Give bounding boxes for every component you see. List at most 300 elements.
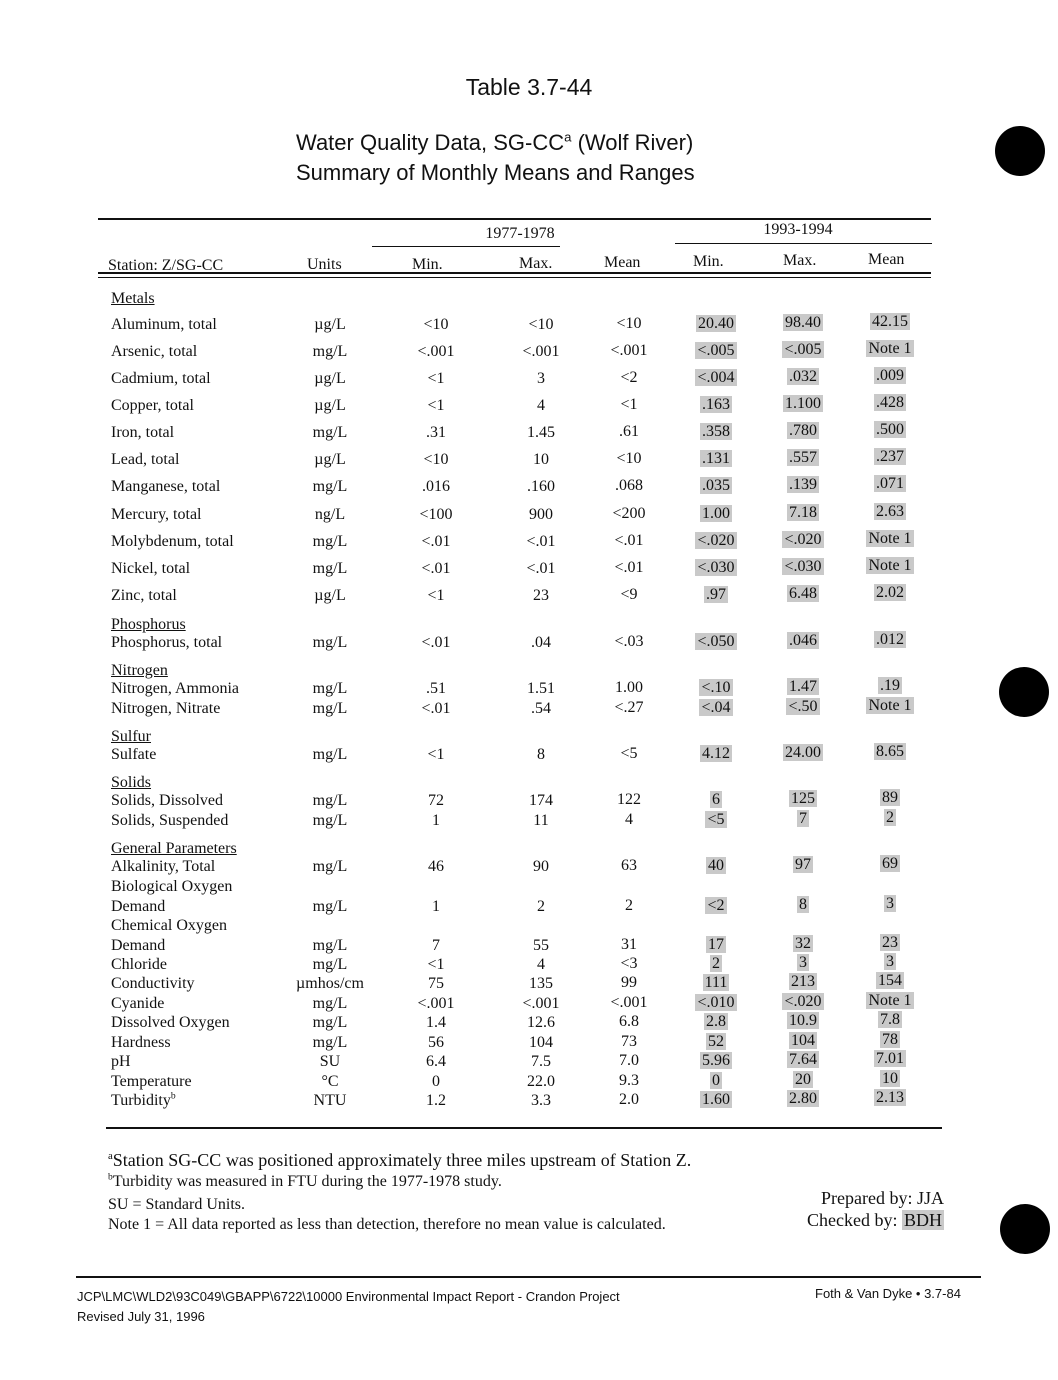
cell-value: 10 bbox=[533, 450, 549, 468]
cell-1977-1978 bbox=[579, 791, 679, 809]
row-units: mg/L bbox=[312, 560, 348, 577]
cell-1977-1978 bbox=[491, 533, 591, 551]
cell-1993-1994 bbox=[753, 698, 853, 716]
cell-value: <.01 bbox=[421, 533, 451, 550]
row-label-text: Lead, total bbox=[111, 451, 180, 468]
cell-1977-1978 bbox=[386, 560, 486, 578]
cell-value: 2.80 bbox=[789, 1089, 817, 1107]
cell-1977-1978 bbox=[491, 1053, 591, 1071]
cell-1977-1978 bbox=[491, 792, 591, 810]
cell-value: .071 bbox=[876, 475, 904, 493]
section-heading: Phosphorus bbox=[111, 616, 186, 633]
cell-value: <5 bbox=[620, 745, 638, 762]
cell-value: .557 bbox=[789, 448, 817, 466]
row-units: µg/L bbox=[314, 370, 346, 387]
cell-1993-1994 bbox=[840, 697, 940, 715]
cell-value: 3.3 bbox=[531, 1091, 551, 1109]
row-units: mg/L bbox=[312, 424, 348, 441]
cell-1993-1994 bbox=[753, 341, 853, 359]
cell-1977-1978 bbox=[579, 423, 679, 441]
table-row bbox=[0, 743, 1058, 766]
cell-1977-1978 bbox=[579, 586, 679, 604]
cell-value: <1 bbox=[427, 956, 445, 973]
cell-value: 6.48 bbox=[789, 584, 817, 602]
cell-value: .032 bbox=[789, 367, 817, 385]
cell-value: .780 bbox=[789, 421, 817, 439]
checked-by: Checked by: BDH bbox=[807, 1210, 942, 1230]
cell-1993-1994 bbox=[753, 896, 853, 914]
cell-1993-1994 bbox=[753, 1032, 853, 1050]
table-row bbox=[0, 313, 1058, 336]
cell-1993-1994 bbox=[666, 857, 766, 875]
cell-1993-1994 bbox=[666, 994, 766, 1012]
station-header: Station: Z/SG-CC bbox=[108, 257, 224, 274]
cell-value: .500 bbox=[876, 421, 904, 439]
row-label-text: Turbidity bbox=[111, 1092, 171, 1109]
cell-1993-1994 bbox=[753, 744, 853, 762]
cell-1977-1978 bbox=[491, 560, 591, 578]
cell-1977-1978 bbox=[386, 746, 486, 764]
cell-1977-1978 bbox=[491, 634, 591, 652]
cell-value: 20 bbox=[795, 1070, 811, 1088]
row-label bbox=[111, 700, 220, 718]
cell-value: 0 bbox=[712, 1071, 720, 1089]
cell-value: 1.00 bbox=[702, 504, 730, 522]
section-heading: Solids bbox=[111, 774, 152, 791]
cell-1993-1994 bbox=[753, 395, 853, 413]
cell-1977-1978 bbox=[386, 898, 486, 916]
period-2-label: 1993-1994 bbox=[763, 221, 833, 238]
cell-value: .016 bbox=[422, 478, 450, 495]
table-row bbox=[0, 809, 1058, 832]
cell-value: 31 bbox=[621, 936, 637, 953]
cell-1993-1994 bbox=[753, 531, 853, 549]
cell-value: .160 bbox=[527, 477, 555, 495]
row-label-text: Dissolved Oxygen bbox=[111, 1014, 230, 1031]
cell-1993-1994 bbox=[840, 1011, 940, 1029]
table-row bbox=[0, 895, 1058, 918]
row-units: mg/L bbox=[312, 1014, 348, 1031]
cell-1977-1978 bbox=[579, 1052, 679, 1070]
table-heading bbox=[296, 128, 695, 188]
cell-value: 2.0 bbox=[619, 1091, 639, 1108]
cell-1993-1994 bbox=[840, 1031, 940, 1049]
row-label-text: Aluminum, total bbox=[111, 316, 217, 333]
row-label bbox=[111, 1034, 171, 1052]
table-row bbox=[0, 340, 1058, 363]
col-header-max-2: Max. bbox=[783, 252, 817, 269]
cell-1993-1994 bbox=[666, 559, 766, 577]
cell-1977-1978 bbox=[386, 343, 486, 361]
cell-1993-1994 bbox=[753, 504, 853, 522]
cell-value: 3 bbox=[886, 895, 894, 913]
row-units: mg/L bbox=[312, 812, 348, 829]
row-label-text: Hardness bbox=[111, 1034, 171, 1051]
prepared-by: Prepared by: JJA bbox=[821, 1188, 944, 1208]
cell-1993-1994 bbox=[666, 974, 766, 992]
row-label bbox=[111, 956, 167, 974]
cell-value: <10 bbox=[423, 451, 449, 468]
units-header: Units bbox=[307, 256, 342, 273]
row-units: mg/L bbox=[312, 700, 348, 717]
table-top-rule bbox=[98, 218, 931, 220]
cell-1993-1994 bbox=[840, 584, 940, 602]
cell-1993-1994 bbox=[753, 368, 853, 386]
cell-1993-1994 bbox=[753, 993, 853, 1011]
row-label bbox=[111, 1014, 230, 1032]
cell-1993-1994 bbox=[840, 934, 940, 952]
section-heading: Nitrogen bbox=[111, 662, 168, 679]
col-header-min-2: Min. bbox=[693, 253, 724, 270]
cell-value: <.020 bbox=[784, 530, 822, 548]
cell-1993-1994 bbox=[840, 1050, 940, 1068]
cell-value: 10 bbox=[882, 1070, 898, 1088]
row-units: mg/L bbox=[312, 680, 348, 697]
table-row bbox=[0, 530, 1058, 553]
cell-1977-1978 bbox=[386, 1092, 486, 1110]
cell-value: 154 bbox=[878, 972, 902, 990]
cell-1977-1978 bbox=[491, 700, 591, 718]
cell-value: .009 bbox=[876, 367, 904, 385]
footnote-b: $^b$Turbidity was measured in FTU during the 1977-1978 study. bbox=[108, 1171, 502, 1190]
cell-value: .012 bbox=[876, 631, 904, 649]
cell-value: 99 bbox=[621, 974, 637, 991]
cell-value: <.10 bbox=[701, 678, 731, 696]
row-label-text: Nitrogen, Ammonia bbox=[111, 680, 239, 697]
cell-1993-1994 bbox=[666, 679, 766, 697]
cell-1993-1994 bbox=[753, 476, 853, 494]
cell-value: 7.5 bbox=[531, 1052, 551, 1070]
cell-value: .237 bbox=[876, 448, 904, 466]
section-heading: Metals bbox=[111, 290, 155, 307]
cell-1977-1978 bbox=[491, 975, 591, 993]
row-units: °C bbox=[321, 1073, 339, 1090]
cell-value: .163 bbox=[702, 395, 730, 413]
cell-value: 2.13 bbox=[876, 1089, 904, 1107]
table-row bbox=[0, 1089, 1058, 1112]
cell-1993-1994 bbox=[840, 992, 940, 1010]
cell-1993-1994 bbox=[666, 505, 766, 523]
cell-value: 8 bbox=[799, 895, 807, 913]
cell-value: <1 bbox=[427, 746, 445, 763]
cell-1977-1978 bbox=[491, 812, 591, 830]
cell-1977-1978 bbox=[579, 897, 679, 915]
footnote-note-1: Note 1 = All data reported as less than detection, therefore no mean value is calculated. bbox=[108, 1216, 666, 1233]
cell-1977-1978 bbox=[579, 974, 679, 992]
cell-1977-1978 bbox=[579, 450, 679, 468]
section-heading: Sulfur bbox=[111, 728, 151, 745]
row-units: SU bbox=[319, 1053, 341, 1070]
cell-1993-1994 bbox=[666, 699, 766, 717]
cell-value: .04 bbox=[531, 633, 551, 651]
cell-value: 7 bbox=[432, 937, 440, 954]
row-label-text: pH bbox=[111, 1053, 131, 1070]
cell-1977-1978 bbox=[579, 857, 679, 875]
row-label bbox=[111, 995, 164, 1013]
row-label-text: Manganese, total bbox=[111, 478, 221, 495]
cell-1977-1978 bbox=[491, 478, 591, 496]
cell-1977-1978 bbox=[579, 633, 679, 651]
row-label bbox=[111, 533, 234, 551]
cell-1977-1978 bbox=[386, 812, 486, 830]
row-units: mg/L bbox=[312, 995, 348, 1012]
cell-1993-1994 bbox=[753, 935, 853, 953]
cell-value: <.001 bbox=[417, 343, 455, 360]
cell-1993-1994 bbox=[840, 313, 940, 331]
row-label bbox=[111, 370, 211, 388]
cell-value: 23 bbox=[882, 934, 898, 952]
row-label-text: Biological Oxygen bbox=[111, 878, 233, 895]
cell-value: Note 1 bbox=[868, 557, 912, 575]
row-label bbox=[111, 316, 217, 334]
cell-1977-1978 bbox=[491, 1034, 591, 1052]
cell-value: 1.2 bbox=[426, 1092, 446, 1109]
row-label bbox=[111, 858, 215, 876]
cell-value: 7.18 bbox=[789, 503, 817, 521]
cell-value: 2.8 bbox=[706, 1012, 726, 1030]
cell-value: 3 bbox=[799, 953, 807, 971]
period-1-rule bbox=[372, 246, 560, 247]
row-units: µg/L bbox=[314, 451, 346, 468]
cell-value: 69 bbox=[882, 855, 898, 873]
cell-value: 7.8 bbox=[880, 1011, 900, 1029]
cell-1993-1994 bbox=[840, 367, 940, 385]
cell-1993-1994 bbox=[753, 449, 853, 467]
row-label-text: Arsenic, total bbox=[111, 343, 198, 360]
cell-1977-1978 bbox=[579, 994, 679, 1012]
cell-value: Note 1 bbox=[868, 530, 912, 548]
cell-value: 1.45 bbox=[527, 423, 555, 441]
cell-1993-1994 bbox=[840, 1070, 940, 1088]
row-label-text: Phosphorus, total bbox=[111, 634, 223, 651]
cell-value: <.030 bbox=[784, 557, 822, 575]
cell-value: 10.9 bbox=[789, 1011, 817, 1029]
cell-1977-1978 bbox=[386, 937, 486, 955]
footer-revised: Revised July 31, 1996 bbox=[77, 1309, 205, 1324]
cell-value: 6.8 bbox=[619, 1013, 639, 1030]
cell-value: <.001 bbox=[417, 995, 455, 1012]
row-label-text: Zinc, total bbox=[111, 587, 177, 604]
cell-value: 125 bbox=[791, 789, 815, 807]
period-1-label: 1977-1978 bbox=[485, 225, 555, 242]
table-row bbox=[0, 631, 1058, 654]
cell-value: <.001 bbox=[522, 342, 560, 360]
row-label-text: Chloride bbox=[111, 956, 167, 973]
cell-value: 174 bbox=[529, 791, 553, 809]
row-label bbox=[111, 424, 174, 442]
cell-1977-1978 bbox=[491, 506, 591, 524]
cell-1977-1978 bbox=[491, 898, 591, 916]
cell-1977-1978 bbox=[386, 700, 486, 718]
cell-1977-1978 bbox=[386, 792, 486, 810]
row-label-text: Nickel, total bbox=[111, 560, 191, 577]
cell-1993-1994 bbox=[666, 1033, 766, 1051]
cell-1993-1994 bbox=[753, 632, 853, 650]
cell-1993-1994 bbox=[753, 954, 853, 972]
cell-1977-1978 bbox=[579, 477, 679, 495]
footer-rule bbox=[76, 1276, 981, 1278]
table-title: Table 3.7-44 bbox=[465, 74, 593, 100]
cell-value: 55 bbox=[533, 936, 549, 954]
cell-value: 8.65 bbox=[876, 743, 904, 761]
cell-value: <2 bbox=[707, 896, 725, 914]
cell-1993-1994 bbox=[666, 315, 766, 333]
row-label-text: Mercury, total bbox=[111, 506, 202, 523]
cell-1993-1994 bbox=[840, 972, 940, 990]
row-label-text: Temperature bbox=[111, 1073, 192, 1090]
cell-value: .54 bbox=[531, 699, 551, 717]
cell-value: .97 bbox=[706, 585, 726, 603]
row-label bbox=[111, 792, 223, 810]
cell-value: <.001 bbox=[522, 994, 560, 1012]
table-row bbox=[0, 421, 1058, 444]
cell-1993-1994 bbox=[753, 856, 853, 874]
cell-1993-1994 bbox=[840, 557, 940, 575]
cell-1993-1994 bbox=[840, 809, 940, 827]
cell-1993-1994 bbox=[753, 585, 853, 603]
cell-1993-1994 bbox=[840, 503, 940, 521]
row-label-text: Sulfate bbox=[111, 746, 157, 763]
cell-value: <.050 bbox=[697, 632, 735, 650]
table-row bbox=[0, 394, 1058, 417]
cell-1993-1994 bbox=[666, 532, 766, 550]
cell-value: <.005 bbox=[697, 341, 735, 359]
cell-value: 2 bbox=[625, 897, 633, 914]
cell-1993-1994 bbox=[753, 422, 853, 440]
cell-value: 90 bbox=[533, 857, 549, 875]
cell-value: 1.51 bbox=[527, 679, 555, 697]
cell-1993-1994 bbox=[666, 369, 766, 387]
cell-1977-1978 bbox=[386, 451, 486, 469]
cell-value: .358 bbox=[702, 422, 730, 440]
cell-1977-1978 bbox=[579, 315, 679, 333]
cell-value: 4.12 bbox=[702, 744, 730, 762]
cell-1977-1978 bbox=[579, 1033, 679, 1051]
footnote-marker: b bbox=[170, 1090, 176, 1102]
cell-value: 104 bbox=[791, 1031, 815, 1049]
cell-1993-1994 bbox=[666, 633, 766, 651]
cell-value: 2.02 bbox=[876, 584, 904, 602]
cell-value: 2 bbox=[886, 809, 894, 827]
cell-1977-1978 bbox=[386, 1034, 486, 1052]
row-units: µg/L bbox=[314, 587, 346, 604]
cell-1977-1978 bbox=[386, 316, 486, 334]
cell-1977-1978 bbox=[386, 680, 486, 698]
cell-value: 72 bbox=[428, 792, 444, 809]
row-label-text: Iron, total bbox=[111, 424, 175, 441]
cell-value: 135 bbox=[529, 974, 553, 992]
cell-1993-1994 bbox=[840, 855, 940, 873]
cell-value: 75 bbox=[428, 975, 444, 992]
row-label bbox=[111, 478, 220, 496]
cell-value: 7.0 bbox=[619, 1052, 639, 1069]
cell-1977-1978 bbox=[386, 1053, 486, 1071]
footer-path: JCP\LMC\WLD2\93C049\GBAPP\6722\10000 Environmental Impact Report - Crandon Project bbox=[77, 1289, 620, 1304]
cell-value: 6.4 bbox=[426, 1053, 446, 1070]
footer-page: Foth & Van Dyke • 3.7-84 bbox=[815, 1286, 961, 1301]
table-row bbox=[0, 503, 1058, 526]
cell-value: 104 bbox=[529, 1033, 553, 1051]
row-units: µg/L bbox=[314, 316, 346, 333]
cell-value: 17 bbox=[708, 935, 724, 953]
cell-value: <1 bbox=[620, 396, 638, 413]
row-label bbox=[111, 680, 239, 698]
cell-value: <10 bbox=[616, 450, 642, 467]
cell-1977-1978 bbox=[386, 370, 486, 388]
cell-value: <.004 bbox=[697, 368, 735, 386]
row-label bbox=[111, 397, 194, 415]
checked-by-initials: BDH bbox=[903, 1210, 942, 1230]
cell-1977-1978 bbox=[386, 858, 486, 876]
col-header-min-1: Min. bbox=[412, 256, 443, 273]
row-units: µg/L bbox=[314, 397, 346, 414]
cell-value: 9.3 bbox=[619, 1072, 639, 1089]
row-label bbox=[111, 937, 165, 955]
header-rule-2 bbox=[98, 277, 931, 278]
row-label-text: Cyanide bbox=[111, 995, 165, 1012]
cell-value: <1 bbox=[427, 397, 445, 414]
row-label-text: Cadmium, total bbox=[111, 370, 211, 387]
row-label-text: Copper, total bbox=[111, 397, 194, 414]
cell-value: <.01 bbox=[526, 559, 556, 577]
row-units: mg/L bbox=[312, 1034, 348, 1051]
cell-1977-1978 bbox=[579, 936, 679, 954]
cell-value: .139 bbox=[789, 475, 817, 493]
row-label bbox=[111, 975, 195, 993]
cell-value: 2.63 bbox=[876, 503, 904, 521]
cell-value: .19 bbox=[880, 677, 900, 695]
cell-value: 1.60 bbox=[702, 1090, 730, 1108]
cell-value: 7.64 bbox=[789, 1050, 817, 1068]
row-label-text: Demand bbox=[111, 898, 166, 915]
cell-1993-1994 bbox=[666, 897, 766, 915]
cell-1993-1994 bbox=[753, 973, 853, 991]
cell-value: 4 bbox=[537, 955, 545, 973]
cell-value: 22.0 bbox=[527, 1072, 555, 1090]
cell-1977-1978 bbox=[491, 397, 591, 415]
cell-1977-1978 bbox=[491, 858, 591, 876]
binder-hole-bottom bbox=[1000, 1204, 1050, 1254]
cell-value: .068 bbox=[615, 477, 643, 494]
cell-value: 3 bbox=[886, 953, 894, 971]
row-units: mg/L bbox=[312, 343, 348, 360]
row-units: mg/L bbox=[312, 746, 348, 763]
row-units: mg/L bbox=[312, 956, 348, 973]
table-bottom-rule bbox=[106, 1127, 942, 1129]
cell-1993-1994 bbox=[666, 811, 766, 829]
cell-1977-1978 bbox=[491, 1014, 591, 1032]
cell-1993-1994 bbox=[753, 678, 853, 696]
cell-value: 56 bbox=[428, 1034, 444, 1051]
cell-value: <.01 bbox=[421, 700, 451, 717]
cell-value: 1 bbox=[432, 898, 440, 915]
cell-value: 97 bbox=[795, 855, 811, 873]
cell-value: <3 bbox=[620, 955, 638, 972]
cell-value: 6 bbox=[712, 790, 720, 808]
cell-value: <.020 bbox=[784, 992, 822, 1010]
cell-1977-1978 bbox=[386, 956, 486, 974]
cell-1993-1994 bbox=[840, 895, 940, 913]
cell-value: <.030 bbox=[697, 558, 735, 576]
cell-value: 3 bbox=[537, 369, 545, 387]
table-row bbox=[0, 584, 1058, 607]
cell-1993-1994 bbox=[840, 953, 940, 971]
cell-value: 24.00 bbox=[785, 743, 821, 761]
cell-1977-1978 bbox=[579, 1013, 679, 1031]
cell-value: 2 bbox=[537, 897, 545, 915]
row-label-text: Solids, Dissolved bbox=[111, 792, 224, 809]
row-label bbox=[111, 343, 197, 361]
